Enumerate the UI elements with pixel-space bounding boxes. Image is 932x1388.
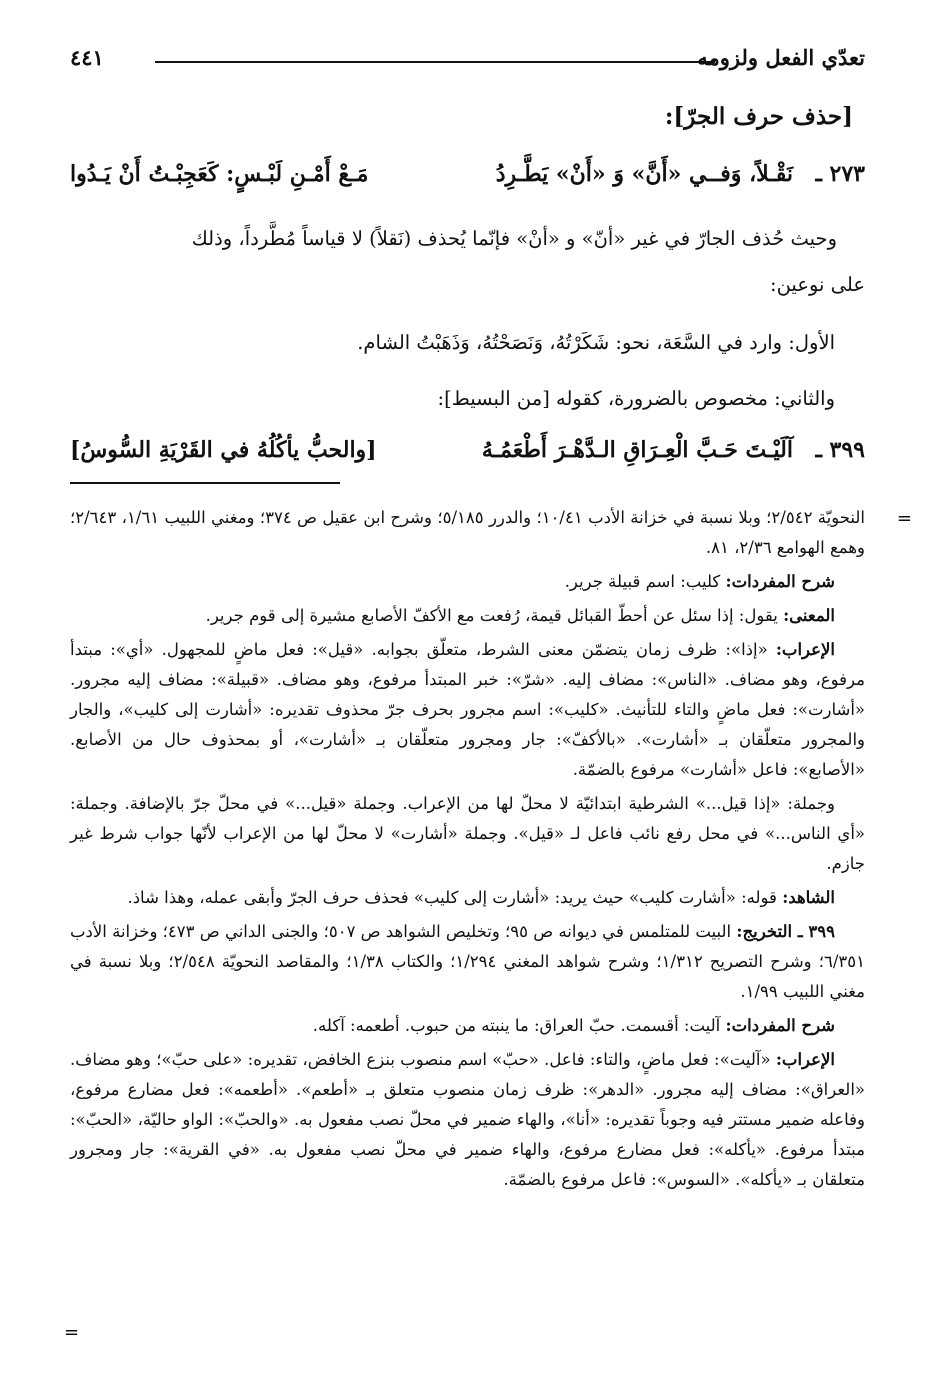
footnotes [70,503,865,1199]
footnote-399-sources: ٣٩٩ ـ التخريج: البيت للمتلمس في ديوانه ص ٩٥؛ وتخليص الشواهد ص ٥٠٧؛ والجنى الداني ص ٤٧٣؛ وخزانة الأدب ٦/٣٥١؛ وشرح التصريح ١/٣١٢؛ وشرح شواهد المغني ١/٢٩٤؛ والكتاب ١/٣٨؛ والمقاصد النحويّة ٢/٥٤٨؛ وبلا نسبة في مغني اللبيب ١/٩٩. [70,922,865,1001]
footnote-continuation-mark: = [896,508,912,529]
verse-399 [70,432,865,472]
footnote-end-mark: = [64,1322,80,1343]
footnote-meaning: المعنى: يقول: إذا سئل عن أحطّ القبائل قيمة، رُفعت مع الأكفّ الأصابع مشيرة إلى قوم جرير. [205,606,835,625]
verse-second-hemistich: [والحبُّ يأكُلُهُ في القَرْيَةِ السُّوسُ] [70,437,377,463]
verse-number: ٣٩٩ ـ [815,437,865,463]
footnote-parsing: الإعراب: «إذا»: ظرف زمان يتضمّن معنى الشرط، متعلّق بجوابه. «قيل»: فعل ماضٍ للمجهول. «أي»: مبتدأ مرفوع، وهو مضاف. «الناس»: مضاف إليه. «شرّ»: خبر المبتدأ مرفوع، وهو مضاف. «قبيلة»: مضاف إليه مجرور. «أشارت»: فعل ماضٍ والتاء للتأنيث. «كليب»: اسم مجرور بحرف جرّ محذوف تقديره: «أشارت إلى كليب»، والجار والمجرور متعلّقان بـ «أشارت». «بالأكفّ»: جار ومجرور متعلّقان بـ «أشارت»، أو بمحذوف حال من الأصابع. «الأصابع»: فاعل «أشارت» مرفوع بالضمّة. [70,640,865,779]
text-line: والثاني: مخصوص بالضرورة، كقوله [من البسيط]: [437,387,835,410]
verse-number: ٢٧٣ ـ [815,161,865,187]
footnote-sources-continued: النحويّة ٢/٥٤٢؛ وبلا نسبة في خزانة الأدب ١٠/٤١؛ والدرر ٥/١٨٥؛ وشرح ابن عقيل ص ٣٧٤؛ ومغني اللبيب ١/٦١، ٢/٦٤٣؛ وهمع الهوامع ٢/٣٦، ٨١. [70,508,865,557]
page-number: ٤٤١ [70,45,104,70]
footnote-sentences: وجملة: «إذا قيل...» الشرطية ابتدائيّة لا محلّ لها من الإعراب. وجملة «قيل...» في محلّ جرّ بالإضافة. وجملة: «أي الناس...» في محل رفع نائب فاعل لـ «قيل». وجملة «أشارت» لا محلّ لها من الإعراب لأنّها جواب شرط غير جازم. [70,794,865,873]
verse-first-hemistich: آلَيْـتَ حَـبَّ الْعِـرَاقِ الـدَّهْـرَ أَطْعَمُـهُ [481,437,793,463]
footnote-399-parsing: الإعراب: «آليت»: فعل ماضٍ، والتاء: فاعل. «حبّ» اسم منصوب بنزع الخافض، تقديره: «على حبّ»؛ وهو مضاف. «العراق»: مضاف إليه مجرور. «الدهر»: ظرف زمان منصوب متعلق بـ «أطعم». «أطعمه»: فعل مضارع مرفوع، وفاعله ضمير مستتر فيه وجوباً تقديره: «أنا»، والهاء ضمير في محلّ نصب مفعول به. «والحبّ»: الواو حاليّة، «الحبّ»: مبتدأ مرفوع. «يأكله»: فعل مضارع مرفوع، والهاء ضمير في محلّ نصب مفعول به. «في القرية»: جار ومجرور متعلقان بـ «يأكله». «السوس»: فاعل مرفوع بالضمّة. [70,1050,865,1189]
footnote-vocabulary: شرح المفردات: كليب: اسم قبيلة جرير. [564,572,835,591]
verse-first-hemistich: نَقْـلاً، وَفــي «أَنَّ» وَ «أَنْ» يَطَّـرِدُ [495,161,793,187]
main-paragraph-2 [70,322,835,363]
main-paragraph-1 [70,218,837,259]
text-line: على نوعين: [770,273,865,296]
book-page [70,0,865,1388]
footnote-separator [70,482,340,484]
text-line: وحيث حُذف الجارّ في غير «أنّ» و «أنْ» فإنّما يُحذف (نَقلاً) لا قياساً مُطَّرداً، وذلك [191,227,837,250]
main-paragraph-1-cont [70,264,865,305]
main-paragraph-3 [70,378,835,419]
verse-second-hemistich: مَـعْ أَمْـنِ لَبْـسٍ: كَعَجِبْـتُ أَنْ يَـدُوا [70,161,369,187]
text-line: الأول: وارد في السَّعَة، نحو: شَكَرْتُهُ، وَنَصَحْتُهُ، وَذَهَبْتُ الشام. [357,331,835,354]
running-title: تعدّي الفعل ولزومه [697,45,865,70]
running-head-rule [155,61,715,63]
footnote-399-vocabulary: شرح المفردات: آليت: أقسمت. حبّ العراق: ما ينبته من حبوب. أطعمه: آكله. [312,1016,835,1035]
footnote-evidence: الشاهد: قوله: «أشارت كليب» حيث يريد: «أشارت إلى كليب» فحذف حرف الجرّ وأبقى عمله، وهذا شاذ. [127,888,835,907]
verse-273 [70,156,865,196]
section-heading: [حذف حرف الجرّ]: [664,103,853,130]
running-head [70,44,865,74]
